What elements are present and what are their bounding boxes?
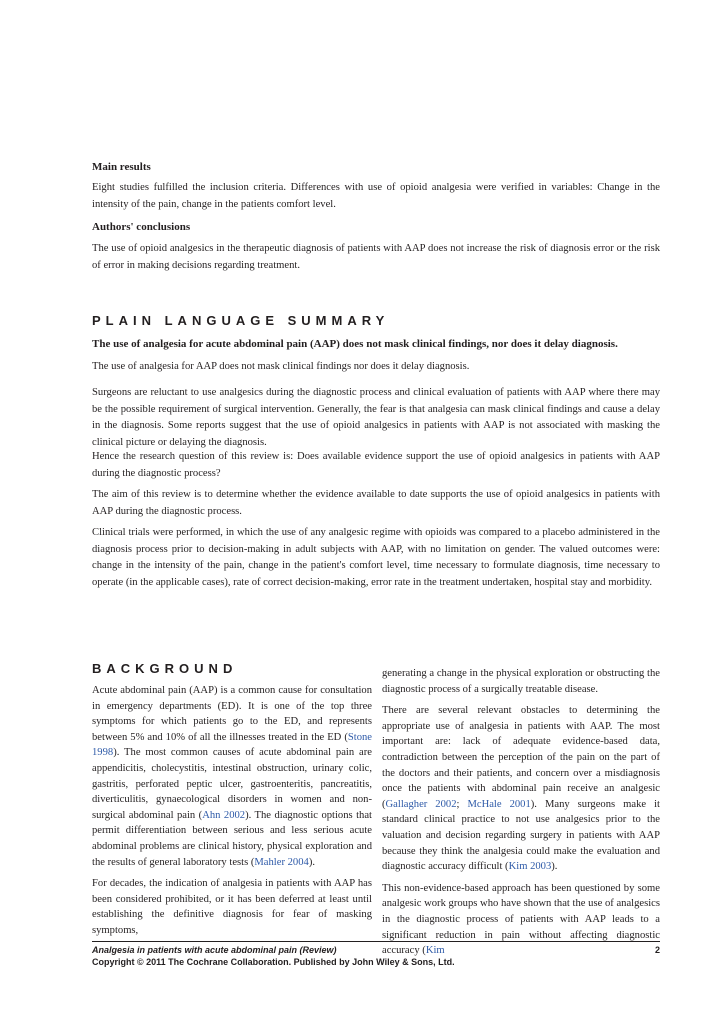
background-right-column [382,666,660,965]
footer-divider [92,941,660,942]
pls-paragraph-2: Surgeons are reluctant to use analgesics during the diagnostic process and clinical evaluation of patients with AAP where there may be the possible requirement of surgical intervention. Generally, the fear is that analgesia can mask clinical findings and cause a delay in the diagnosis. Some reports suggest that the use of opioid analgesics in patients with AAP is not associated with masking the clinical picture or delaying the diagnosis. [92,387,660,448]
ref-mahler-2004[interactable]: Mahler 2004 [254,856,309,868]
ref-mchale-2001[interactable]: McHale 2001 [467,798,531,810]
document-page [92,0,660,1031]
footer-review-title: Analgesia in patients with acute abdominal pain (Review) [92,945,337,955]
plain-language-summary-heading: PLAIN LANGUAGE SUMMARY [92,313,390,328]
main-results-heading: Main results [92,161,151,173]
background-left-column [92,683,372,945]
ref-kim-continued[interactable]: Kim [425,945,445,957]
ref-kim-2003[interactable]: Kim 2003 [508,861,552,873]
background-right-paragraph-1: generating a change in the physical exploration or obstructing the diagnostic process of a surgically treatable disease. [382,668,660,695]
footer-copyright: Copyright © 2011 The Cochrane Collaboration. Published by John Wiley & Sons, Ltd. [92,957,455,967]
ref-ahn-2002[interactable]: Ahn 2002 [202,809,246,821]
ref-gallagher-2002[interactable]: Gallagher 2002 [385,798,457,810]
pls-paragraph-3: Hence the research question of this review is: Does available evidence support the use of opioid analgesics in patients with AAP during the diagnostic process? [92,451,660,479]
authors-conclusions-text: The use of opioid analgesics in the therapeutic diagnosis of patients with AAP does not increase the risk of diagnosis error or the risk of error in making decisions regarding treatment. [92,243,660,271]
pls-paragraph-4: The aim of this review is to determine whether the evidence available to date supports the use of opioid analgesics in patients with AAP during the diagnostic process. [92,489,660,517]
background-left-paragraph-1: Acute abdominal pain (AAP) is a common cause for consultation in emergency departments (ED). It is one of the top three symptoms for which patients go to the ED, and represents between 5% and 10% of all the illnesses treated in the ED (Stone 1998). The most common causes of acute abdominal pain are appendicitis, cholecystitis, intestinal obstruction, urinary colic, gastritis, perforated peptic ulcer, gastroenteritis, pancreatitis, diverticulitis, gynaecological disorders in women and non-surgical abdominal pain (Ahn 2002). The diagnostic options that permit differentiation between serious and less serious acute abdominal problems are clinical history, physical exploration and the results of general laboratory tests (Mahler 2004). [92,685,372,868]
background-left-paragraph-2: For decades, the indication of analgesia in patients with AAP has been considered prohibited, or it has been deferred at least until establishing the definitive diagnosis for fear of masking symptoms, [92,878,372,936]
background-right-paragraph-3: This non-evidence-based approach has been questioned by some analgesic work groups who have shown that the use of analgesics in the diagnostic process of patients with AAP leads to a significant reduction in pain without affecting diagnostic accuracy (Kim [382,882,660,957]
pls-paragraph-5: Clinical trials were performed, in which the use of any analgesic regime with opioids was compared to a placebo administered in the diagnosis process prior to decision-making in adult subjects with AAP, with no limitation on gender. The valued outcomes were: change in the intensity of the pain, change in the patient's comfort level, time necessary to formulate diagnosis, time necessary to operate (in the applicable cases), rate of correct decision-making, error rate in the treatment undertaken, hospital stay and morbidity. [92,527,660,588]
background-right-paragraph-2: There are several relevant obstacles to determining the appropriate use of analgesia in patients with AAP. The most important are: lack of adequate evidence-based data, contradiction between the perception of the pain on the part of the doctors and their patients, and concern over a misdiagnosis once the patients with abdominal pain receive an analgesic (Gallagher 2002; McHale 2001). Many surgeons make it standard clinical practice to not use analgesics prior to the valuation and decision regarding surgery in patients with AAP because they think the analgesia could make the evaluation and diagnostic accuracy difficult (Kim 2003). [382,705,660,873]
ref-stone-1998[interactable]: Stone 1998 [92,731,372,759]
pls-title: The use of analgesia for acute abdominal pain (AAP) does not mask clinical findings, nor does it delay diagnosis. [92,338,618,350]
main-results-text: Eight studies fulfilled the inclusion criteria. Differences with use of opioid analgesia were verified in variables: Change in the intensity of the pain, change in the patients comfort level. [92,182,660,210]
background-heading: BACKGROUND [92,661,238,676]
pls-paragraph-1: The use of analgesia for AAP does not mask clinical findings nor does it delay diagnosis. [92,361,470,372]
page-number: 2 [654,945,660,955]
authors-conclusions-heading: Authors' conclusions [92,221,191,233]
